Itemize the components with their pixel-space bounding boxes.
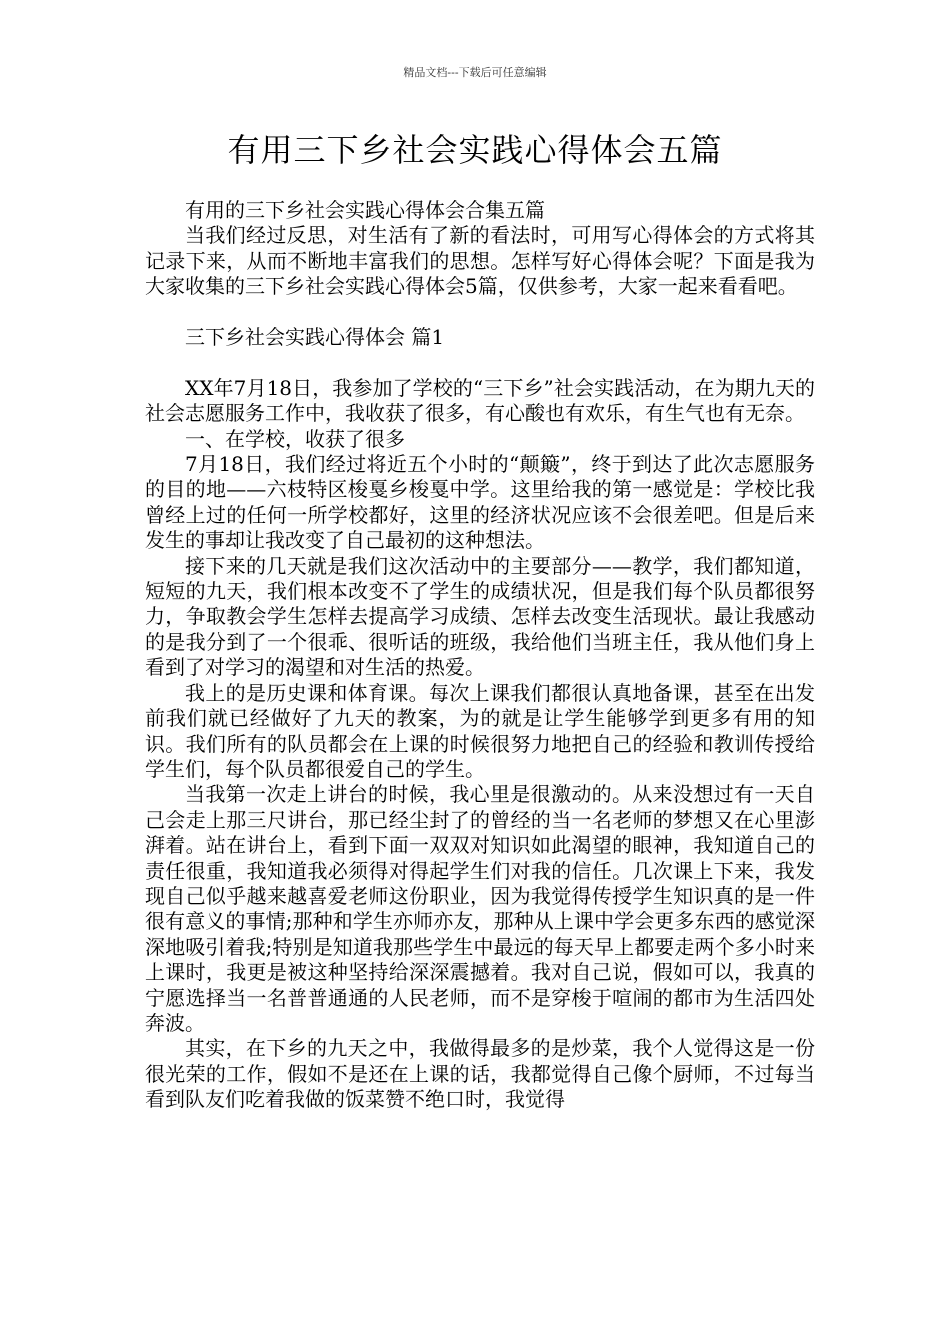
subtitle-paragraph: 有用的三下乡社会实践心得体会合集五篇 — [185, 198, 545, 222]
body-paragraph: 接下来的几天就是我们这次活动中的主要部分——教学，我们都知道，短短的九天，我们根本改变不了学生的成绩状况，但是我们每个队员都很努力，争取教会学生怎样去提高学习成绩、怎样去改变生活现状。最让我感动的是我分到了一个很乖、很听话的班级，我给他们当班主任，我从他们身上看到了对学习的渴望和对生活的热爱。 — [145, 553, 815, 680]
body-paragraph: 7月18日，我们经过将近五个小时的“颠簸”，终于到达了此次志愿服务的目的地——六枝特区梭戛乡梭戛中学。这里给我的第一感觉是：学校比我曾经上过的任何一所学校都好，这里的经济状况应该不会很差吧。但是后来发生的事却让我改变了自己最初的这种想法。 — [145, 452, 815, 553]
document-title: 有用三下乡社会实践心得体会五篇 — [227, 131, 723, 169]
body-paragraph: 我上的是历史课和体育课。每次上课我们都很认真地备课，甚至在出发前我们就已经做好了九天的教案，为的就是让学生能够学到更多有用的知识。我们所有的队员都会在上课的时候很努力地把自己的经验和教训传授给学生们，每个队员都很爱自己的学生。 — [145, 680, 815, 781]
subsection-heading: 一、在学校，收获了很多 — [185, 426, 405, 451]
intro-paragraph: 当我们经过反思，对生活有了新的看法时，可用写心得体会的方式将其记录下来，从而不断地丰富我们的思想。怎样写好心得体会呢？下面是我为大家收集的三下乡社会实践心得体会5篇，仅供参考，大家一起来看看吧。 — [145, 223, 815, 299]
section-heading: 三下乡社会实践心得体会 篇1 — [185, 325, 445, 350]
document-body — [145, 198, 815, 1113]
body-paragraph: 其实，在下乡的九天之中，我做得最多的是炒菜，我个人觉得这是一份很光荣的工作，假如不是还在上课的话，我都觉得自己像个厨师，不过每当看到队友们吃着我做的饭菜赞不绝口时，我觉得 — [145, 1036, 815, 1112]
body-paragraph: 当我第一次走上讲台的时候，我心里是很激动的。从来没想过有一天自己会走上那三尺讲台，那已经尘封了的曾经的当一名老师的梦想又在心里澎湃着。站在讲台上，看到下面一双双对知识如此渴望的眼神，我知道自己的责任很重，我知道我必须得对得起学生们对我的信任。几次课上下来，我发现自己似乎越来越喜爱老师这份职业，因为我觉得传授学生知识真的是一件很有意义的事情;那种和学生亦师亦友，那种从上课中学会更多东西的感觉深深地吸引着我;特别是知道我那些学生中最远的每天早上都要走两个多小时来上课时，我更是被这种坚持给深深震撼着。我对自己说，假如可以，我真的宁愿选择当一名普普通通的人民老师，而不是穿梭于喧闹的都市为生活四处奔波。 — [145, 782, 815, 1035]
body-paragraph: XX年7月18日，我参加了学校的“三下乡”社会实践活动，在为期九天的社会志愿服务工作中，我收获了很多，有心酸也有欢乐，有生气也有无奈。 — [145, 375, 815, 426]
header-note: 精品文档---下载后可任意编辑 — [403, 66, 547, 79]
